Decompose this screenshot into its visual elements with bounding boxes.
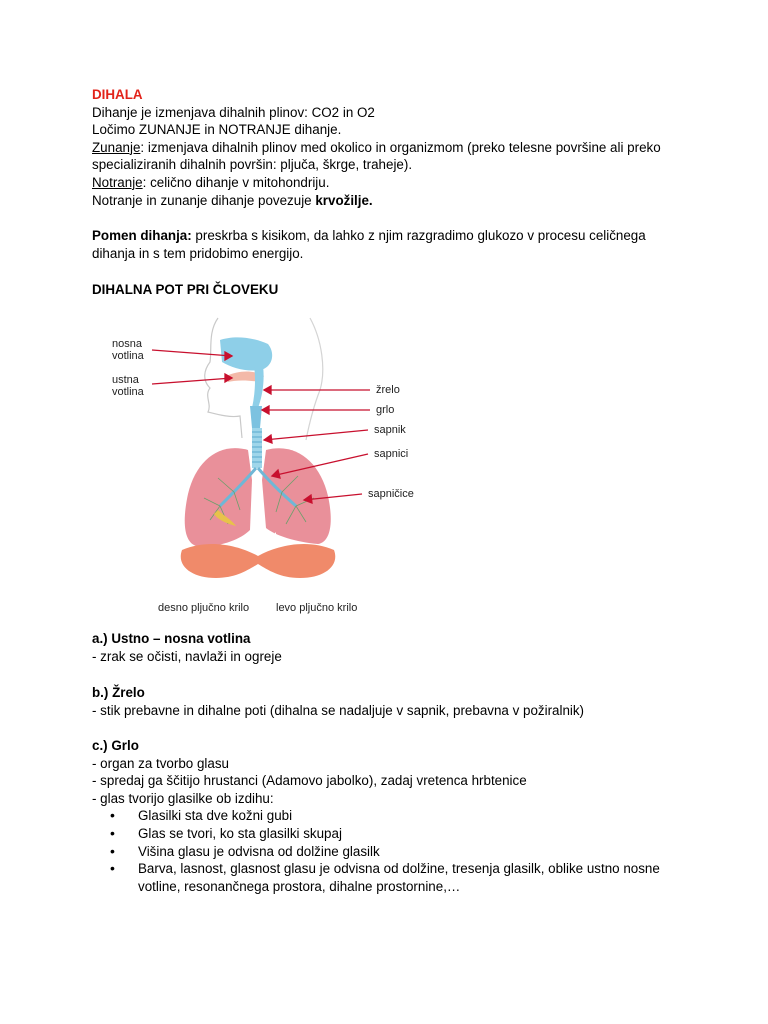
link-bold: krvožilje. bbox=[315, 192, 373, 208]
pathway-heading-block bbox=[92, 281, 692, 299]
section-c-line-1: - organ za tvorbo glasu bbox=[92, 755, 229, 771]
label-nosna-votlina bbox=[112, 338, 144, 362]
section-c-title: c.) Grlo bbox=[92, 738, 139, 753]
label-nosna-line-2: votlina bbox=[112, 350, 144, 362]
document-title: DIHALA bbox=[92, 87, 143, 102]
right-lung-shape bbox=[185, 448, 252, 546]
link-text: Notranje in zunanje dihanje povezuje bbox=[92, 192, 316, 208]
intro-line-2: Ločimo ZUNANJE in NOTRANJE dihanje. bbox=[92, 122, 342, 138]
label-sapnik: sapnik bbox=[374, 424, 406, 436]
arrow-sapnik bbox=[264, 430, 368, 440]
section-c-line-2: - spredaj ga ščitijo hrustanci (Adamovo jabolko), zadaj vretenca hrbtenice bbox=[92, 773, 527, 789]
pathway-title: DIHALNA POT PRI ČLOVEKU bbox=[92, 282, 279, 297]
intro-line-1: Dihanje je izmenjava dihalnih plinov: CO2 in O2 bbox=[92, 104, 375, 120]
label-ustna-line-2: votlina bbox=[112, 386, 144, 398]
bullet-item: • Glasilki sta dve kožni gubi bbox=[138, 807, 692, 825]
bullet-item: • Barva, lasnost, glasnost glasu je odvisna od dolžine, tresenja glasilk, oblike ustno nosne votline, resonančnega prostora, dihalne prostornine,… bbox=[138, 860, 692, 895]
zunanje-definition bbox=[92, 139, 692, 174]
label-grlo: grlo bbox=[376, 404, 395, 416]
label-ustna-line-1: ustna bbox=[112, 374, 139, 386]
section-a-title: a.) Ustno – nosna votlina bbox=[92, 631, 251, 646]
arrow-nosna bbox=[152, 350, 232, 356]
label-zrelo: žrelo bbox=[376, 384, 400, 396]
arrowhead-zrelo bbox=[264, 386, 271, 394]
notranje-term: Notranje bbox=[92, 174, 143, 190]
pomen-term: Pomen dihanja: bbox=[92, 228, 192, 243]
label-nosna-line-1: nosna bbox=[112, 338, 142, 350]
back-head-outline bbox=[306, 318, 323, 440]
section-c-line-3: - glas tvorijo glasilke ob izdihu: bbox=[92, 790, 274, 806]
zunanje-text: : izmenjava dihalnih plinov med okolico in organizmom (preko telesne površine ali preko specializiranih dihalnih površin: pljuča, škrge, traheje). bbox=[92, 139, 661, 173]
label-sapnicice: sapničice bbox=[368, 488, 414, 500]
label-levo-pljucno-krilo: levo pljučno krilo bbox=[276, 602, 358, 614]
bullet-item: • Glas se tvori, ko sta glasilki skupaj bbox=[138, 825, 692, 843]
arrowhead-sapnik bbox=[264, 435, 272, 443]
pomen-block bbox=[92, 227, 692, 262]
section-b-line-1: - stik prebavne in dihalne poti (dihalna se nadaljuje v sapnik, prebavna v požiralnik) bbox=[92, 702, 585, 718]
notranje-definition bbox=[92, 174, 692, 192]
intro-block bbox=[92, 86, 692, 209]
pomen-paragraph bbox=[92, 227, 692, 262]
left-lung-shape bbox=[262, 448, 331, 544]
label-ustna-votlina bbox=[112, 374, 144, 398]
section-a bbox=[92, 630, 692, 665]
pomen-text: preskrba s kisikom, da lahko z njim razgradimo glukozo v procesu celičnega dihanja in s tem pridobimo energijo. bbox=[92, 228, 646, 261]
zunanje-term: Zunanje bbox=[92, 139, 141, 155]
section-c bbox=[92, 737, 692, 895]
respiratory-illustration bbox=[100, 310, 430, 620]
link-line bbox=[92, 192, 692, 210]
label-sapnici: sapnici bbox=[374, 448, 409, 460]
bullet-item: • Višina glasu je odvisna od dolžine glasilk bbox=[138, 843, 692, 861]
arrowhead-grlo bbox=[262, 406, 269, 414]
label-desno-pljucno-krilo: desno pljučno krilo bbox=[158, 602, 250, 614]
section-b-title: b.) Žrelo bbox=[92, 685, 145, 700]
section-a-line-1: - zrak se očisti, navlaži in ogreje bbox=[92, 648, 282, 664]
trachea-rings bbox=[252, 432, 262, 462]
respiratory-diagram bbox=[100, 310, 430, 620]
glasilke-bullet-list bbox=[92, 807, 692, 895]
arrow-ustna bbox=[152, 378, 232, 384]
heart-space bbox=[250, 532, 276, 550]
larynx-shape bbox=[250, 406, 262, 428]
section-b bbox=[92, 684, 692, 719]
notranje-text: : celično dihanje v mitohondriju. bbox=[142, 174, 330, 190]
